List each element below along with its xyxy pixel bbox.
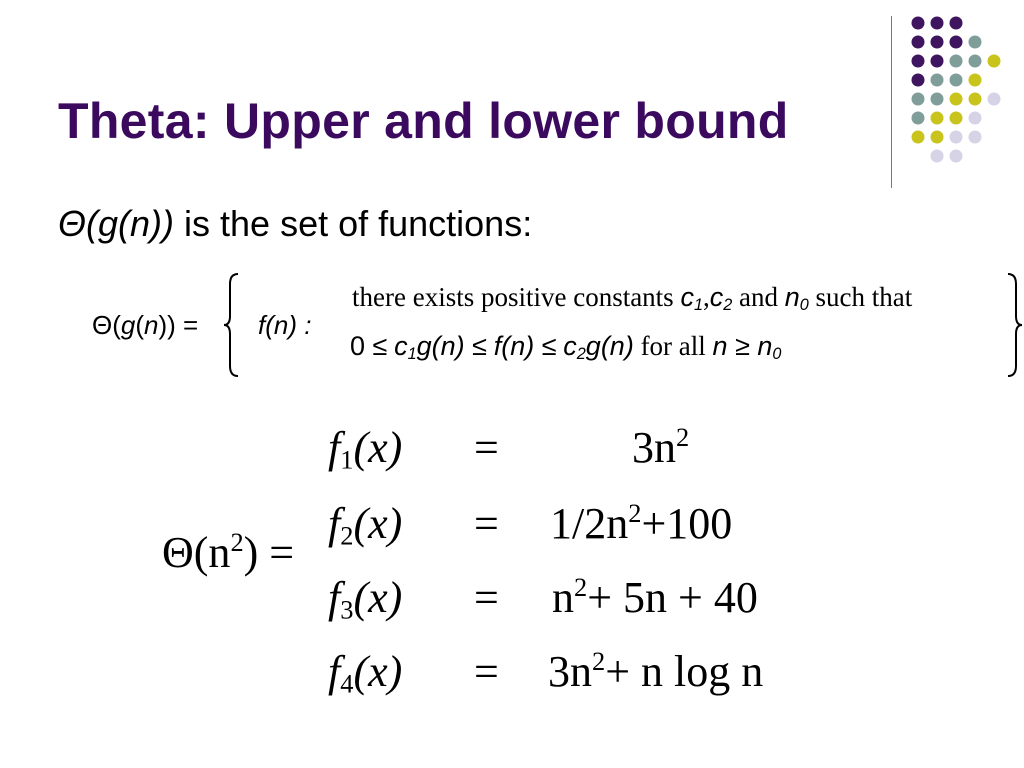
decorative-dot — [931, 74, 944, 87]
lhs-g: g — [120, 310, 136, 340]
lhs-prefix: Θ( — [92, 310, 121, 340]
line2-cond: $n \ge n_0$ — [712, 331, 782, 364]
decorative-dot — [931, 55, 944, 68]
lhs-open: ( — [135, 310, 145, 340]
row-3-equals: = — [474, 573, 499, 622]
right-brace — [1004, 272, 1024, 378]
row-1-equals: = — [474, 423, 499, 472]
lhs-n: n — [144, 310, 159, 340]
decorative-dot — [969, 55, 982, 68]
lhs-close: )) = — [158, 310, 199, 340]
decorative-dot — [950, 131, 963, 144]
left-brace — [222, 272, 242, 378]
line2-f: f(n) ≤ — [493, 331, 557, 361]
row-4-equals: = — [474, 647, 499, 696]
decorative-dot — [931, 93, 944, 106]
decorative-dot — [988, 93, 1001, 106]
decorative-dot — [912, 55, 925, 68]
line2-g1: g(n) ≤ — [416, 331, 487, 361]
set-element: f(n) : — [258, 310, 312, 340]
decorative-dot — [912, 112, 925, 125]
row-4-rhs: $3n^2+ n$ log n — [548, 646, 764, 696]
intro-text — [58, 203, 532, 245]
decorative-dot — [931, 36, 944, 49]
intro-math: Θ(g(n)) — [58, 203, 174, 244]
row-2-rhs: $1/2n^2+100$ — [550, 498, 733, 548]
line1-such-that: such that — [815, 282, 913, 312]
line2-for-all: for all — [640, 331, 706, 361]
decorative-dot — [950, 150, 963, 163]
decorative-dot — [931, 150, 944, 163]
decorative-dot — [931, 112, 944, 125]
definition-lhs — [92, 310, 198, 341]
decorative-dot — [912, 36, 925, 49]
line2-zero: 0 ≤ — [350, 331, 388, 361]
line1-comma: , — [702, 282, 710, 312]
line1-c2: $c_2$ — [709, 282, 733, 315]
row-3-function: $f_3(x)$ — [328, 573, 403, 625]
line2-c2: $c_2$ — [563, 331, 586, 364]
example-lhs: $\Theta(n^2)$ = — [162, 527, 295, 577]
decorative-dot — [950, 17, 963, 30]
decorative-dot — [950, 93, 963, 106]
decorative-dot — [912, 93, 925, 106]
line1-c1: $c_1$ — [680, 282, 703, 315]
decorative-dot — [912, 131, 925, 144]
row-4-function: $f_4(x)$ — [328, 647, 403, 699]
decorative-dot — [988, 55, 1001, 68]
line1-and: and — [738, 282, 778, 312]
decorative-dot — [969, 36, 982, 49]
divider-line — [891, 16, 892, 188]
decorative-dot — [950, 112, 963, 125]
decorative-dot — [950, 74, 963, 87]
intro-sentence: is the set of functions: — [184, 203, 533, 244]
row-2-function: $f_2(x)$ — [328, 499, 403, 551]
row-1-function: $f_1(x)$ — [328, 423, 403, 475]
line1-text: there exists positive constants — [352, 282, 674, 312]
decorative-dot — [931, 131, 944, 144]
line2-g2: g(n) — [585, 331, 634, 361]
row-2-equals: = — [474, 499, 499, 548]
decorative-dot — [931, 17, 944, 30]
definition-line-1 — [352, 282, 912, 315]
decorative-dot — [912, 17, 925, 30]
slide-title: Theta: Upper and lower bound — [58, 93, 789, 149]
decorative-dot — [969, 74, 982, 87]
decorative-dot — [950, 36, 963, 49]
line2-c1: $c_1$ — [394, 331, 417, 364]
row-1-rhs: $3n^2$ — [632, 422, 690, 472]
decorative-dot — [969, 93, 982, 106]
decorative-dot — [969, 131, 982, 144]
definition-line-2 — [350, 331, 781, 364]
line1-n0: $n_0$ — [784, 282, 809, 315]
decorative-dot — [950, 55, 963, 68]
decorative-dot — [969, 112, 982, 125]
row-3-rhs: $n^2+ 5n + 40$ — [552, 572, 758, 622]
decorative-dot — [912, 74, 925, 87]
